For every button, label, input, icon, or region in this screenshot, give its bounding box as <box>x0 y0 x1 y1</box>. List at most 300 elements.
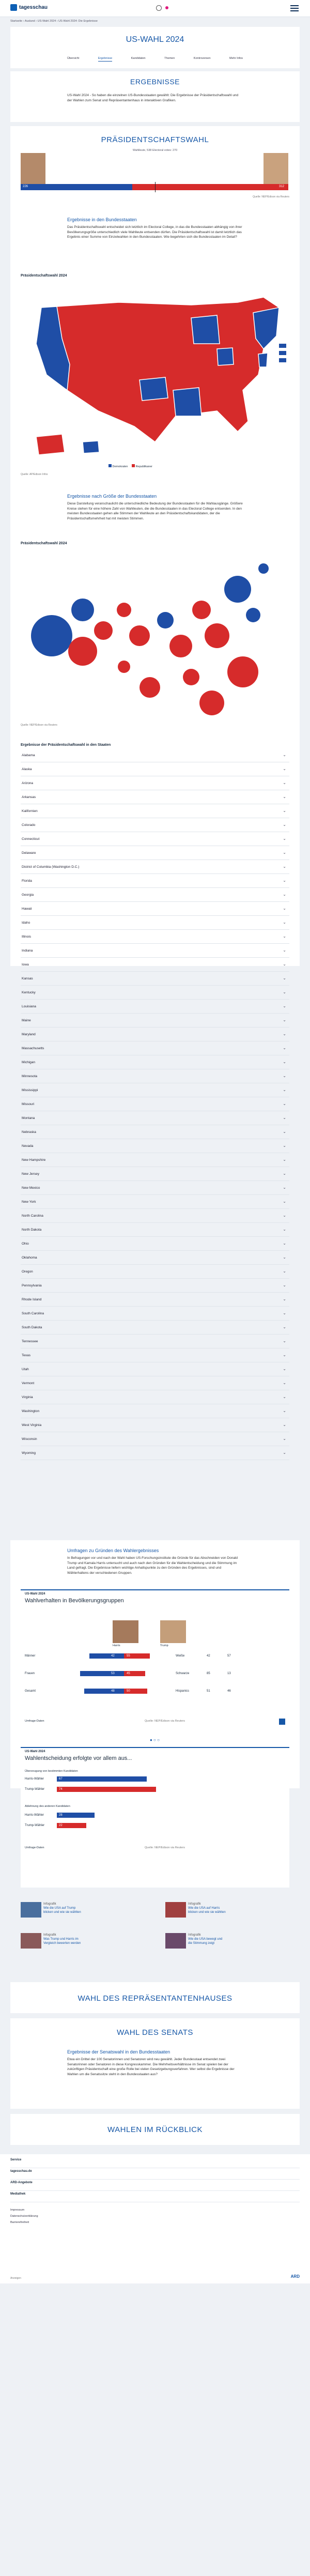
state-name: Wyoming <box>22 1451 36 1455</box>
chevron-down-icon[interactable]: ⌄ <box>283 1101 286 1106</box>
trump-portrait <box>264 153 288 184</box>
harris-share-bar <box>80 1671 124 1676</box>
chevron-down-icon[interactable]: ⌄ <box>283 1353 286 1357</box>
chevron-down-icon[interactable]: ⌄ <box>283 1074 286 1078</box>
state-row[interactable] <box>21 1168 289 1181</box>
chevron-down-icon[interactable]: ⌄ <box>283 920 286 925</box>
chart2-bar <box>57 1776 147 1782</box>
bubble-state[interactable] <box>169 635 192 657</box>
footer-link[interactable] <box>10 2192 300 2202</box>
state-row[interactable] <box>21 1238 289 1251</box>
state-row[interactable] <box>21 1154 289 1167</box>
bubble-chart <box>21 548 289 718</box>
chart2-row-label: Harris-Wähler <box>25 1777 44 1781</box>
map-heading: Ergebnisse in den Bundesstaaten <box>67 217 137 222</box>
state-row[interactable] <box>21 1266 289 1279</box>
state-name: New Jersey <box>22 1172 39 1176</box>
map-source: Quelle: AP/Edison Infos <box>21 473 48 476</box>
chevron-down-icon[interactable]: ⌄ <box>283 1367 286 1371</box>
news-thumbnail <box>21 1933 41 1949</box>
footer-link[interactable] <box>10 2170 300 2180</box>
state-name: Alabama <box>22 754 35 757</box>
trump-avatar <box>160 1620 186 1643</box>
tab-overview[interactable]: Übersicht <box>67 57 80 60</box>
chart1-row-label: Gesamt <box>25 1690 36 1693</box>
chevron-down-icon[interactable]: ⌄ <box>283 990 286 994</box>
news-headline: Wie die USA bewegt und die Stimmung zeigt <box>188 1938 223 1945</box>
news-kicker: Infografik <box>188 1903 201 1906</box>
state-name: Florida <box>22 879 32 883</box>
state-row[interactable] <box>21 1140 289 1153</box>
presidential-meta: Wahlleute, 538 Electoral votes: 270 <box>132 149 178 152</box>
bubble-chart-title: Präsidentschaftswahl 2024 <box>21 542 67 545</box>
bubble-state[interactable] <box>227 656 258 687</box>
state-colorado[interactable] <box>140 377 168 401</box>
chevron-down-icon[interactable]: ⌄ <box>283 794 286 799</box>
news-thumbnail <box>165 1902 186 1918</box>
chart1-trump-value: 55 <box>127 1654 130 1658</box>
chart2-row-label: Trump-Wähler <box>25 1824 45 1827</box>
chevron-down-icon[interactable]: ⌄ <box>283 1297 286 1301</box>
chevron-down-icon[interactable]: ⌄ <box>283 766 286 771</box>
chart1-footer-left: Umfrage-Daten <box>25 1720 44 1723</box>
state-name: Hawaii <box>22 907 32 911</box>
chevron-down-icon[interactable]: ⌄ <box>283 1422 286 1427</box>
chevron-down-icon[interactable]: ⌄ <box>283 864 286 869</box>
news-kicker: Infografik <box>43 1903 56 1906</box>
state-row[interactable] <box>21 1294 289 1307</box>
tab-controversies[interactable]: Kontroversen <box>193 57 211 60</box>
ard-logo[interactable]: ARD <box>290 2274 300 2279</box>
chart1-row-label-2: Hispanics <box>176 1690 190 1693</box>
harris-votes: 226 <box>23 185 28 188</box>
search-icon[interactable] <box>156 5 162 11</box>
chart1-trump-value: 45 <box>127 1672 130 1675</box>
chart2-sub2: Ablehnung des anderen Kandidaten <box>25 1805 70 1808</box>
state-row[interactable] <box>21 805 289 818</box>
footer-legal-link[interactable]: Datenschutzerklärung <box>10 2215 38 2218</box>
breadcrumb-item[interactable]: Ausland <box>24 20 35 23</box>
chevron-down-icon[interactable]: ⌄ <box>283 1143 286 1148</box>
news-kicker: Infografik <box>43 1934 56 1937</box>
state-row[interactable] <box>21 1001 289 1014</box>
bubble-state[interactable] <box>129 625 150 646</box>
house-title[interactable]: WAHL DES REPRÄSENTANTENHAUSES <box>78 1994 233 2003</box>
chevron-down-icon[interactable]: ⌄ <box>283 1255 286 1260</box>
state-row[interactable] <box>21 1112 289 1125</box>
chevron-down-icon[interactable]: ⌄ <box>283 1339 286 1343</box>
chart2-title: Wahlentscheidung erfolgte vor allem aus... <box>25 1755 132 1761</box>
news-title <box>43 1902 82 1914</box>
chevron-down-icon[interactable]: ⌄ <box>283 1115 286 1120</box>
chevron-down-icon[interactable]: ⌄ <box>283 1004 286 1008</box>
chart1-row-label-2: Schwarze <box>176 1672 190 1675</box>
chevron-down-icon[interactable]: ⌄ <box>283 1450 286 1455</box>
state-name: Kentucky <box>22 991 36 994</box>
tab-candidates[interactable]: Kandidaten <box>131 57 146 60</box>
chart1-row-label: Männer <box>25 1654 36 1658</box>
state-row[interactable] <box>21 1252 289 1265</box>
state-row[interactable] <box>21 973 289 986</box>
survey-heading: Umfragen zu Gründen des Wahlergebnisses <box>67 1548 159 1553</box>
state-row[interactable] <box>21 1056 289 1069</box>
news-title <box>43 1933 82 1945</box>
state-name: Connecticut <box>22 837 40 841</box>
state-name: Maryland <box>22 1033 36 1036</box>
chart1-footer-right: Quelle: NEP/Edison via Reuters <box>145 1720 185 1723</box>
state-name: Colorado <box>22 823 36 827</box>
chevron-down-icon[interactable]: ⌄ <box>283 934 286 939</box>
harris-share-bar <box>89 1653 124 1659</box>
state-name: Louisiana <box>22 1005 36 1008</box>
bubble-state[interactable] <box>224 576 251 603</box>
news-headline: Wie die USA auf Trump blicken und wie sie wählten <box>43 1907 81 1914</box>
survey-text: In Befragungen vor und nach der Wahl haben US-Forschungsinstitute die Gründe für das Abschneiden von Donald Trump und Kamala Harris untersucht und auch nach den Gründen für die Wahlentscheidung und die Stimmung im Land gefragt. Die Ergebnisse liefern wichtige Anhaltspunkte zu den Gründen des Ergebnisses, sind und Wählerhaltens der verschiedenen Gruppen. <box>67 1556 238 1575</box>
chevron-down-icon[interactable]: ⌄ <box>283 850 286 855</box>
state-row[interactable] <box>21 1419 289 1432</box>
tab-more[interactable]: Mehr Infos <box>229 57 243 60</box>
state-row[interactable] <box>21 1350 289 1362</box>
majority-line <box>155 182 156 192</box>
state-small-ne-2[interactable] <box>279 351 286 355</box>
state-name: Georgia <box>22 893 34 897</box>
state-name: Vermont <box>22 1382 35 1385</box>
chart2-value: 22 <box>59 1824 63 1827</box>
breadcrumb-item: US-Wahl 2024: Die Ergebnisse <box>58 20 98 23</box>
top-bar <box>0 0 310 17</box>
state-name: Massachusetts <box>22 1047 44 1050</box>
state-name: New York <box>22 1200 36 1204</box>
state-new-mexico[interactable] <box>173 388 202 416</box>
chart2-sub1: Überzeugung von bestimmten Kandidaten <box>25 1770 78 1773</box>
state-small-ne-3[interactable] <box>279 358 286 362</box>
chevron-down-icon[interactable]: ⌄ <box>283 1325 286 1329</box>
state-row[interactable] <box>21 1029 289 1041</box>
state-row[interactable] <box>21 1363 289 1376</box>
bubble-state[interactable] <box>246 608 260 622</box>
map-rep-area <box>36 297 279 442</box>
state-name: North Dakota <box>22 1228 42 1232</box>
bubble-state[interactable] <box>118 661 130 673</box>
state-row[interactable] <box>21 1377 289 1390</box>
news-title <box>188 1902 226 1914</box>
state-small-ne-1[interactable] <box>279 344 286 348</box>
state-row[interactable] <box>21 945 289 958</box>
bubble-state[interactable] <box>192 601 211 619</box>
chevron-down-icon[interactable]: ⌄ <box>283 1311 286 1315</box>
state-alaska[interactable] <box>36 434 65 455</box>
tab-results[interactable]: Ergebnisse <box>98 56 113 62</box>
tagesschau-logo-icon[interactable] <box>10 4 17 11</box>
state-hawaii[interactable] <box>83 441 99 453</box>
state-name: Minnesota <box>22 1075 37 1078</box>
state-row[interactable] <box>21 1210 289 1223</box>
state-row[interactable] <box>21 1126 289 1139</box>
bubble-state[interactable] <box>157 612 174 628</box>
chart2-value: 67 <box>59 1777 63 1781</box>
bubble-state[interactable] <box>31 615 72 656</box>
bubble-state[interactable] <box>68 637 97 666</box>
chart2-value: 74 <box>59 1788 63 1791</box>
footer-link-label: Mediathek <box>10 2192 26 2196</box>
chevron-down-icon[interactable]: ⌄ <box>283 892 286 897</box>
share-icon[interactable] <box>279 1719 285 1725</box>
chart2-kicker: US-Wahl 2024 <box>25 1750 45 1753</box>
news-headline: Wie die USA auf Harris blicken und wie sie wählten <box>188 1907 226 1914</box>
results-title: ERGEBNISSE <box>130 78 180 86</box>
chart1-harris-value-2: 51 <box>207 1690 210 1693</box>
state-row[interactable] <box>21 777 289 790</box>
chevron-down-icon[interactable]: ⌄ <box>283 1241 286 1246</box>
chart2-row-label: Trump-Wähler <box>25 1788 45 1791</box>
states-heading: Ergebnisse der Präsidentschaftswahl in den Staaten <box>21 743 111 747</box>
bubble-state[interactable] <box>183 669 199 685</box>
state-name: Tennessee <box>22 1340 38 1343</box>
footer-link-label: ARD-Angebote <box>10 2181 33 2184</box>
bubble-text: Diese Darstellung veranschaulicht die unterschiedliche Bedeutung der Bundesstaaten für die Wahlausgänge. Größere Kreise stehen für eine höhere Zahl von Wahlleuten, die die Bundesstaaten in das Electoral College entsenden. In den meisten Bundesstaaten gehen alle Stimmen der Wahlleute an den Präsidentschaftskandidaten, der die Präsidentschaftsmehrheit hat mit meisten Stimmen. <box>67 502 243 520</box>
bubble-state[interactable] <box>117 603 131 617</box>
chevron-down-icon[interactable]: ⌄ <box>283 1018 286 1022</box>
state-name: District of Columbia (Washington D.C.) <box>22 865 80 869</box>
state-illinois[interactable] <box>217 348 234 365</box>
news-headline: Was Trump und Harris im Vergleich bewerten werden <box>43 1938 81 1945</box>
state-row[interactable] <box>21 1070 289 1083</box>
chart2-footer-left: Umfrage-Daten <box>25 1846 44 1849</box>
state-row[interactable] <box>21 959 289 972</box>
state-name: Kalifornien <box>22 809 38 813</box>
state-name: Kansas <box>22 977 33 980</box>
harris-avatar <box>113 1620 138 1643</box>
brand-name[interactable]: tagesschau <box>19 5 48 10</box>
footer-legal-link[interactable]: Impressum <box>10 2209 25 2212</box>
title-card <box>10 27 300 68</box>
state-name: Iowa <box>22 963 29 967</box>
news-teaser[interactable] <box>21 1933 82 1974</box>
chevron-down-icon[interactable]: ⌄ <box>283 1087 286 1092</box>
state-name: Indiana <box>22 949 33 953</box>
state-name: Nebraska <box>22 1130 36 1134</box>
state-name: Maine <box>22 1019 31 1022</box>
bubble-state[interactable] <box>94 621 113 640</box>
chart1-row-label-2: Weiße <box>176 1654 185 1658</box>
chevron-down-icon[interactable]: ⌄ <box>283 1129 286 1134</box>
news-kicker: Infografik <box>188 1934 201 1937</box>
state-name: Texas <box>22 1354 30 1357</box>
state-row[interactable] <box>21 749 289 762</box>
state-name: Ohio <box>22 1242 29 1246</box>
state-row[interactable] <box>21 1224 289 1237</box>
state-row[interactable] <box>21 1322 289 1335</box>
state-name: New Hampshire <box>22 1158 46 1162</box>
chevron-down-icon[interactable]: ⌄ <box>283 1199 286 1204</box>
state-row[interactable] <box>21 847 289 860</box>
bubble-state[interactable] <box>199 691 224 715</box>
trump-bar <box>132 184 288 190</box>
chevron-down-icon[interactable]: ⌄ <box>283 948 286 953</box>
chevron-down-icon[interactable]: ⌄ <box>283 962 286 967</box>
chevron-down-icon[interactable]: ⌄ <box>283 1394 286 1399</box>
state-name: West Virginia <box>22 1423 42 1427</box>
chevron-down-icon[interactable]: ⌄ <box>283 1171 286 1176</box>
chevron-down-icon[interactable]: ⌄ <box>283 808 286 813</box>
chevron-down-icon[interactable]: ⌄ <box>283 1032 286 1036</box>
bubble-state[interactable] <box>258 563 269 574</box>
state-row[interactable] <box>21 931 289 944</box>
chevron-down-icon[interactable]: ⌄ <box>283 780 286 785</box>
review-title[interactable]: WAHLEN IM RÜCKBLICK <box>107 2125 203 2134</box>
map-text: Das Präsidentschaftswahl entscheidet sich letztlich im Electoral College, in das die Bundesstaaten abhängig von ihrer Bevölkerungsgröße unterschiedlich viele Wahlleute entsenden dürfen. Die Präsidentschaftswahl ist damit letztlich das Ergebnis einer Summe von Einzelwahlen in den Bundesstaaten. Wie begehrten sich die Bundesstaaten im Detail? <box>67 225 242 239</box>
state-row[interactable] <box>21 1433 289 1446</box>
breadcrumb-item[interactable]: Startseite <box>10 20 23 23</box>
state-row[interactable] <box>21 1336 289 1348</box>
state-name: South Carolina <box>22 1312 44 1315</box>
state-row[interactable] <box>21 1405 289 1418</box>
harris-share-bar <box>84 1689 124 1694</box>
state-name: Nevada <box>22 1144 34 1148</box>
state-name: Pennsylvania <box>22 1284 42 1287</box>
live-icon[interactable] <box>165 6 168 9</box>
harris-label: Harris <box>113 1644 120 1647</box>
chevron-down-icon[interactable]: ⌄ <box>283 1185 286 1190</box>
state-row[interactable] <box>21 1084 289 1097</box>
chevron-down-icon[interactable]: ⌄ <box>283 1213 286 1218</box>
state-row[interactable] <box>21 861 289 874</box>
state-row[interactable] <box>21 1182 289 1195</box>
legend-rep-label: Republikaner <box>135 465 152 468</box>
chart1-harris-value: 42 <box>111 1654 115 1658</box>
chart1-box <box>21 1589 289 1735</box>
state-row[interactable] <box>21 889 289 902</box>
bubble-source: Quelle: NEP/Edison via Reuters <box>21 724 57 727</box>
carousel-dots[interactable]: ● ○ ○ <box>150 1738 160 1742</box>
state-name: Arkansas <box>22 795 36 799</box>
chevron-down-icon[interactable]: ⌄ <box>283 878 286 883</box>
presidential-title: PRÄSIDENTSCHAFTSWAHL <box>101 135 209 144</box>
state-name: Wisconsin <box>22 1437 37 1441</box>
state-name: Washington <box>22 1409 40 1413</box>
state-name: Utah <box>22 1368 29 1371</box>
legend-rep-swatch <box>132 464 135 467</box>
chevron-down-icon[interactable]: ⌄ <box>283 976 286 980</box>
bubble-state[interactable] <box>140 677 160 698</box>
state-row[interactable] <box>21 791 289 804</box>
state-row[interactable] <box>21 819 289 832</box>
footer-legal-link[interactable]: Barrierefreiheit <box>10 2221 29 2224</box>
state-minnesota[interactable] <box>191 315 220 344</box>
state-row[interactable] <box>21 1196 289 1209</box>
state-row[interactable] <box>21 875 289 888</box>
chevron-down-icon[interactable]: ⌄ <box>283 836 286 841</box>
chart1-harris-value-2: 85 <box>207 1672 210 1675</box>
state-name: North Carolina <box>22 1214 43 1218</box>
chevron-down-icon[interactable]: ⌄ <box>283 1436 286 1441</box>
chevron-down-icon[interactable]: ⌄ <box>283 1060 286 1064</box>
state-row[interactable] <box>21 903 289 916</box>
chart2-bar <box>57 1787 156 1792</box>
chevron-down-icon[interactable]: ⌄ <box>283 753 286 757</box>
chevron-down-icon[interactable]: ⌄ <box>283 1046 286 1050</box>
state-row[interactable] <box>21 1447 289 1460</box>
chart1-trump-value-2: 57 <box>227 1654 231 1658</box>
bubble-heading: Ergebnisse nach Größe der Bundesstaaten <box>67 494 157 499</box>
chart2-footer-right: Quelle: NEP/Edison via Reuters <box>145 1846 185 1849</box>
chevron-down-icon[interactable]: ⌄ <box>283 1227 286 1232</box>
footer-note: Anzeigen <box>10 2277 21 2280</box>
chevron-down-icon[interactable]: ⌄ <box>283 1381 286 1385</box>
news-teaser[interactable] <box>165 1933 226 1974</box>
footer-link-label: Service <box>10 2158 22 2161</box>
tab-topics[interactable]: Themen <box>164 57 175 60</box>
chart1-harris-value-2: 42 <box>207 1654 210 1658</box>
state-row[interactable] <box>21 833 289 846</box>
chart1-title: Wahlverhalten in Bevölkerungsgruppen <box>25 1598 124 1604</box>
state-row[interactable] <box>21 917 289 930</box>
state-row[interactable] <box>21 1391 289 1404</box>
state-name: Missouri <box>22 1102 35 1106</box>
chart1-trump-value-2: 13 <box>227 1672 231 1675</box>
map-chart-title: Präsidentschaftswahl 2024 <box>21 274 67 278</box>
results-intro: US-Wahl 2024 - So haben die einzelnen US-Bundesstaaten gewählt: Die Ergebnisse der Präsidentschaftswahl und der Wahlen zum Senat und Repräsentantenhaus in interaktiven Grafiken. <box>67 94 239 102</box>
state-name: Arizona <box>22 781 34 785</box>
state-name: Illinois <box>22 935 32 939</box>
state-name: Oklahoma <box>22 1256 37 1260</box>
chart1-row-label: Frauen <box>25 1672 35 1675</box>
state-row[interactable] <box>21 1015 289 1028</box>
state-name: Rhode Island <box>22 1298 42 1301</box>
chevron-down-icon[interactable]: ⌄ <box>283 906 286 911</box>
state-virginia[interactable] <box>258 353 268 367</box>
chevron-down-icon[interactable]: ⌄ <box>283 1283 286 1287</box>
state-name: Mississippi <box>22 1088 38 1092</box>
chevron-down-icon[interactable]: ⌄ <box>283 1408 286 1413</box>
state-row[interactable] <box>21 763 289 776</box>
state-name: Oregon <box>22 1270 33 1274</box>
legend-dem-swatch <box>109 464 112 467</box>
bubble-state[interactable] <box>71 599 94 621</box>
footer-link[interactable] <box>10 2158 300 2168</box>
bubble-state[interactable] <box>205 623 229 648</box>
state-name: Idaho <box>22 921 30 925</box>
footer-link[interactable] <box>10 2181 300 2191</box>
chart2-value: 28 <box>59 1814 63 1817</box>
state-row[interactable] <box>21 1098 289 1111</box>
presidential-source: Quelle: NEP/Edison via Reuters <box>253 195 289 198</box>
trump-label: Trump <box>160 1644 168 1647</box>
chart2-box <box>21 1747 289 1888</box>
state-name: New Mexico <box>22 1186 40 1190</box>
breadcrumb-item[interactable]: US-Wahl 2024 <box>37 20 56 23</box>
chevron-down-icon[interactable]: ⌄ <box>283 1269 286 1274</box>
chart2-row-label: Harris-Wähler <box>25 1814 44 1817</box>
page-title: US-WAHL 2024 <box>126 35 184 44</box>
footer-legal <box>10 2207 38 2226</box>
state-name: Montana <box>22 1116 35 1120</box>
state-row[interactable] <box>21 987 289 1000</box>
breadcrumb: Startseite › Ausland › US-Wahl 2024 › US-Wahl 2024: Die Ergebnisse <box>10 20 98 23</box>
state-row[interactable] <box>21 1042 289 1055</box>
menu-icon[interactable] <box>290 5 299 13</box>
state-row[interactable] <box>21 1308 289 1321</box>
news-thumbnail <box>21 1902 41 1918</box>
state-name: South Dakota <box>22 1326 42 1329</box>
state-row[interactable] <box>21 1280 289 1293</box>
chevron-down-icon[interactable]: ⌄ <box>283 1157 286 1162</box>
news-thumbnail <box>165 1933 186 1949</box>
chevron-down-icon[interactable]: ⌄ <box>283 822 286 827</box>
chart1-kicker: US-Wahl 2024 <box>25 1592 45 1596</box>
state-name: Virginia <box>22 1396 33 1399</box>
chart1-trump-value: 50 <box>127 1690 130 1693</box>
